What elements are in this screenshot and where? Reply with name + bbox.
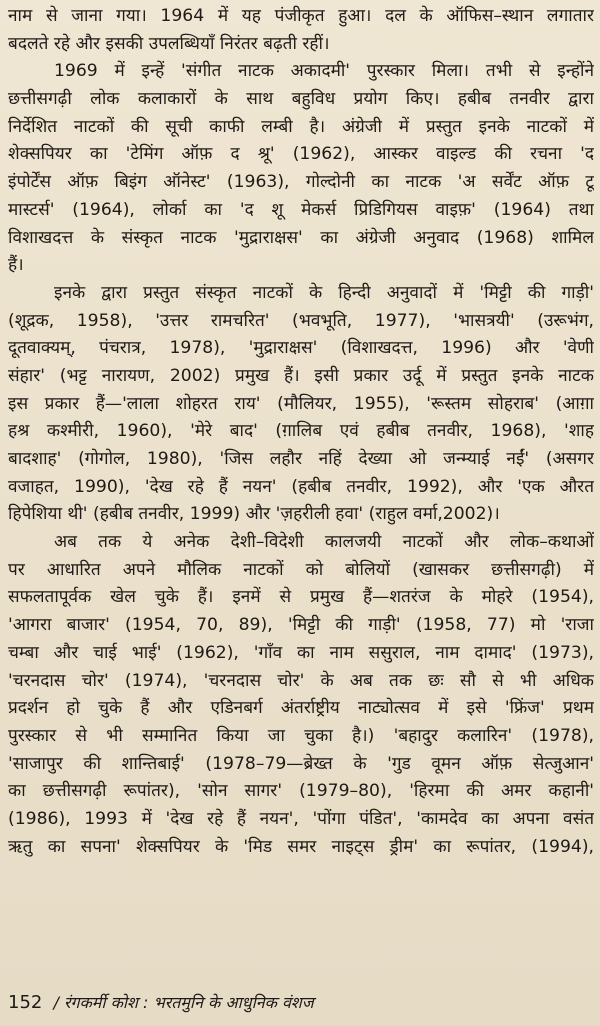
- text-line: अब तक ये अनेक देशी–विदेशी कालजयी नाटकों और लोक–कथाओं: [54, 532, 594, 553]
- text-line: हैं।: [8, 255, 24, 276]
- text-line: 1969 में इन्हें 'संगीत नाटक अकादमी' पुरस्कार मिला। तभी से इन्होंने: [54, 61, 594, 82]
- text-line: का छत्तीसगढ़ी रूपांतर), 'सोन सागर' (1979–80), 'हिरमा की अमर कहानी': [8, 781, 594, 802]
- text-line: सफलतापूर्वक खेल चुके हैं। इनमें से प्रमुख हैं—शतरंज के मोहरे (1954),: [8, 587, 594, 608]
- text-line: (1986), 1993 में 'देख रहे हैं नयन', 'पोंगा पंडित', 'कामदेव का अपना वसंत: [8, 808, 594, 829]
- text-line: ऋतु का सपना' शेक्सपियर के 'मिड समर नाइट्स ड्रीम' का रूपांतर, (1994),: [8, 836, 594, 857]
- text-line: दूतवाक्यम्, पंचरात्र, 1978), 'मुद्राराक्षस' (विशाखदत्त, 1996) और 'वेणी: [8, 338, 594, 359]
- text-line: निर्देशित नाटकों की सूची काफी लम्बी है। अंग्रेजी में प्रस्तुत इनके नाटकों में: [8, 116, 594, 137]
- text-line: 'चरनदास चोर' (1974), 'चरनदास चोर' के अब तक छः सौ से भी अधिक: [8, 670, 594, 691]
- text-line: 'साजापुर की शान्तिबाई' (1978–79—ब्रेख्त के 'गुड वूमन ऑफ़ सेत्जुआन': [8, 753, 594, 774]
- page-footer: [8, 992, 588, 1014]
- book-title: रंगकर्मी कोश : भरतमुनि के आधुनिक वंशज: [63, 993, 314, 1012]
- text-line: इनके द्वारा प्रस्तुत संस्कृत नाटकों के हिन्दी अनुवादों में 'मिट्टी की गाड़ी': [54, 282, 594, 303]
- footer-separator: /: [53, 993, 59, 1012]
- text-line: बादशाह' (गोगोल, 1980), 'जिस लहौर नहिं देख्या ओ जन्म्याई नईं' (असगर: [8, 449, 594, 469]
- text-line: शेक्सपियर का 'टेमिंग ऑफ़ द श्रू' (1962), आस्कर वाइल्ड की रचना 'द: [8, 144, 594, 165]
- text-line: इस प्रकार हैं—'लाला शोहरत राय' (मौलियर, 1955), 'रूस्तम सोहराब' (आग़ा: [8, 393, 594, 414]
- text-line: वजाहत, 1990), 'देख रहे हैं नयन' (हबीब तनवीर, 1992), और 'एक औरत: [8, 476, 594, 497]
- page-number: 152: [8, 992, 43, 1013]
- text-line: विशाखदत्त के संस्कृत नाटक 'मुद्राराक्षस' का अंग्रेजी अनुवाद (1968) शामिल: [8, 227, 594, 248]
- text-line: पुरस्कार से भी सम्मानित किया जा चुका है।) 'बहादुर कलारिन' (1978),: [8, 725, 594, 746]
- text-line: संहार' (भट्ट नारायण, 2002) प्रमुख हैं। इसी प्रकार उर्दू में प्रस्तुत इनके नाटक: [8, 365, 594, 386]
- text-line: (शूद्रक, 1958), 'उत्तर रामचरित' (भवभूति, 1977), 'भासत्रयी' (उरूभंग,: [8, 310, 594, 331]
- text-line: इंपोर्टेंस ऑफ़ बिइंग ऑनेस्ट' (1963), गोल्दोनी का नाटक 'अ सर्वेंट ऑफ़ टू: [8, 172, 594, 193]
- text-line: चम्बा और चाई भाई' (1962), 'गाँव का नाम ससुराल, नाम दामाद' (1973),: [8, 642, 594, 663]
- text-line: छत्तीसगढ़ी लोक कलाकारों के साथ बहुविध प्रयोग किए। हबीब तनवीर द्वारा: [8, 89, 594, 110]
- text-line: 'आगरा बाजार' (1954, 70, 89), 'मिट्टी की गाड़ी' (1958, 77) मो 'राजा: [8, 615, 594, 636]
- text-line: हिपेशिया थी' (हबीब तनवीर, 1999) और 'ज़हरीली हवा' (राहुल वर्मा,2002)।: [8, 504, 500, 525]
- text-line: हश्र कश्मीरी, 1960), 'मेरे बाद' (ग़ालिब एवं हबीब तनवीर, 1968), 'शाह: [8, 421, 594, 442]
- text-line: प्रदर्शन हो चुके हैं और एडिनबर्ग अंतर्राष्ट्रीय नाट्योत्सव में इसे 'फ्रिंज' प्रथम: [8, 698, 594, 719]
- text-line: बदलते रहे और इसकी उपलब्धियाँ निरंतर बढ़ती रहीं।: [8, 33, 330, 54]
- body-text: [8, 3, 594, 861]
- text-line: पर आधारित अपने मौलिक नाटकों को बोलियों (खासकर छत्तीसगढ़ी) में: [8, 559, 594, 580]
- text-line: मास्टर्स' (1964), लोर्का का 'द शू मेकर्स प्रिडिगियस वाइफ़' (1964) तथा: [8, 199, 594, 220]
- text-line: नाम से जाना गया। 1964 में यह पंजीकृत हुआ। दल के ऑफिस–स्थान लगातार: [8, 6, 594, 26]
